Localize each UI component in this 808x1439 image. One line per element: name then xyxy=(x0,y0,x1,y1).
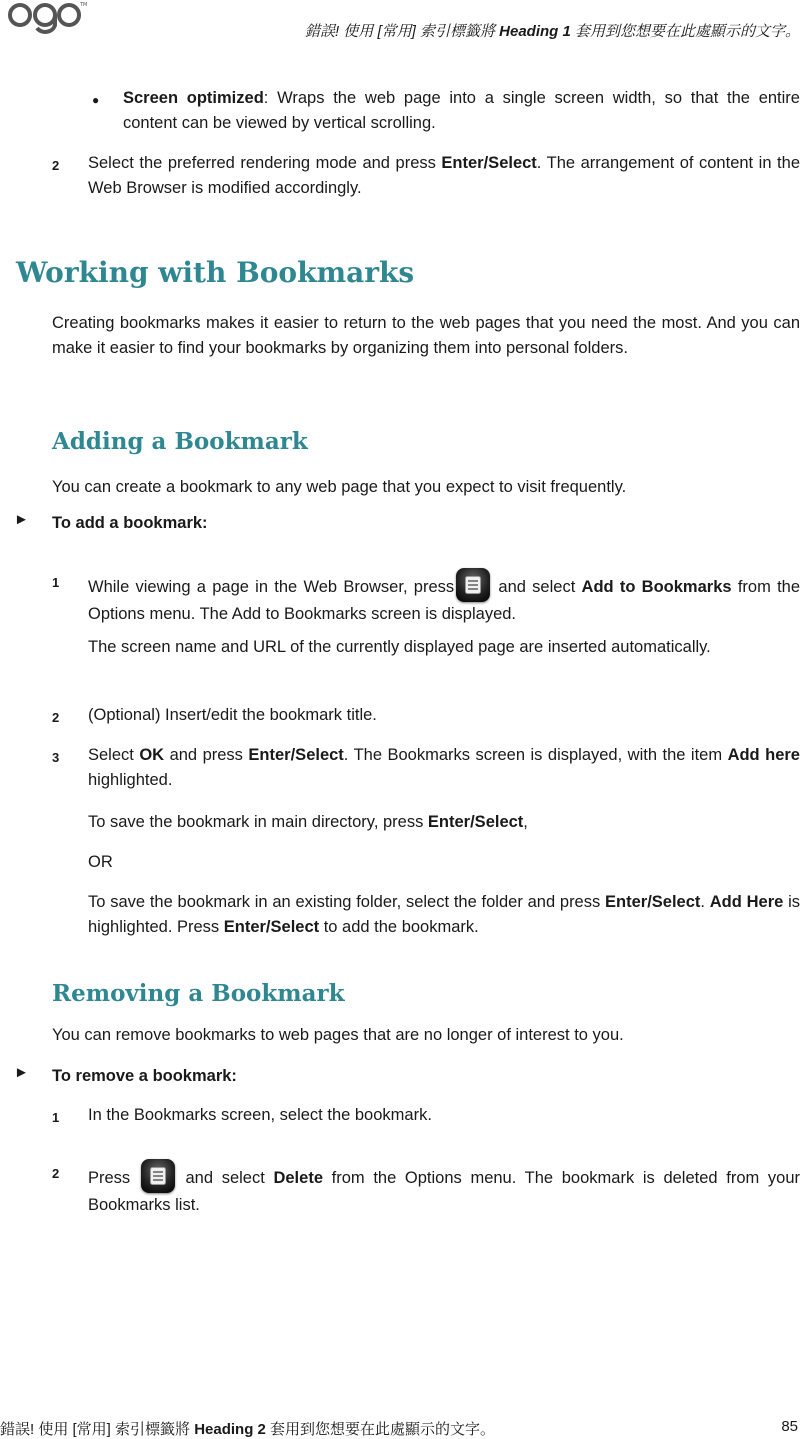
step-number: 2 xyxy=(52,158,60,173)
options-key-icon xyxy=(141,1159,175,1193)
subsection-title-add: Adding a Bookmark xyxy=(52,428,308,455)
procedure-title-remove: To remove a bookmark: xyxy=(52,1067,237,1085)
step-number: 3 xyxy=(52,750,60,765)
svg-text:ogo: ogo xyxy=(6,0,8,1)
step-add-3-option-folder: To save the bookmark in an existing folder, select the folder and press Enter/Select. Add Here is highlighted. Press Enter/Select to add the bookmark. xyxy=(88,893,800,936)
ogo-logo xyxy=(6,0,88,36)
section-title: Working with Bookmarks xyxy=(16,256,415,289)
procedure-arrow-icon: ► xyxy=(14,1064,29,1081)
subsection-title-remove: Removing a Bookmark xyxy=(52,980,345,1007)
step-add-3: Select OK and press Enter/Select. The Bookmarks screen is displayed, with the item Add here highlighted. xyxy=(88,746,800,789)
step-remove-1: In the Bookmarks screen, select the bookmark. xyxy=(88,1106,432,1124)
procedure-title-add: To add a bookmark: xyxy=(52,514,208,532)
page-number: 85 xyxy=(781,1418,798,1435)
step-remove-2: Press and select Delete from the Options menu. The bookmark is deleted from your Bookmarks list. xyxy=(88,1159,800,1218)
section-intro: Creating bookmarks makes it easier to return to the web pages that you need the most. And you can make it easier to find your bookmarks by organizing them into personal folders. xyxy=(52,314,800,357)
options-key-icon xyxy=(456,568,490,602)
step-add-1-note: The screen name and URL of the currently displayed page are inserted automatically. xyxy=(88,638,711,656)
remove-intro: You can remove bookmarks to web pages that are no longer of interest to you. xyxy=(52,1026,624,1044)
add-intro: You can create a bookmark to any web page that you expect to visit frequently. xyxy=(52,478,627,496)
running-footer: 錯誤! 使用 [常用] 索引標籤將 Heading 2 套用到您想要在此處顯示的文字。 xyxy=(0,1421,496,1438)
step-number: 2 xyxy=(52,1166,60,1181)
step-number: 1 xyxy=(52,1110,60,1125)
step-add-3-or: OR xyxy=(88,853,113,871)
step-add-2: (Optional) Insert/edit the bookmark title. xyxy=(88,706,377,724)
running-head: 錯誤! 使用 [常用] 索引標籤將 Heading 1 套用到您想要在此處顯示的文字。 xyxy=(304,23,800,40)
step-add-1: While viewing a page in the Web Browser, press and select Add to Bookmarks from the Options menu. The Add to Bookmarks screen is displayed. xyxy=(88,568,800,627)
bullet-dot: ● xyxy=(92,93,100,107)
step-add-3-option-main: To save the bookmark in main directory, press Enter/Select, xyxy=(88,813,528,831)
step-number: 1 xyxy=(52,575,60,590)
svg-text:TM: TM xyxy=(80,2,88,8)
procedure-arrow-icon: ► xyxy=(14,511,29,528)
step-select-rendering-mode: Select the preferred rendering mode and press Enter/Select. The arrangement of content in the Web Browser is modified accordingly. xyxy=(88,154,800,197)
step-number: 2 xyxy=(52,710,60,725)
bullet-screen-optimized: Screen optimized: Wraps the web page into a single screen width, so that the entire content can be viewed by vertical scrolling. xyxy=(123,89,800,132)
